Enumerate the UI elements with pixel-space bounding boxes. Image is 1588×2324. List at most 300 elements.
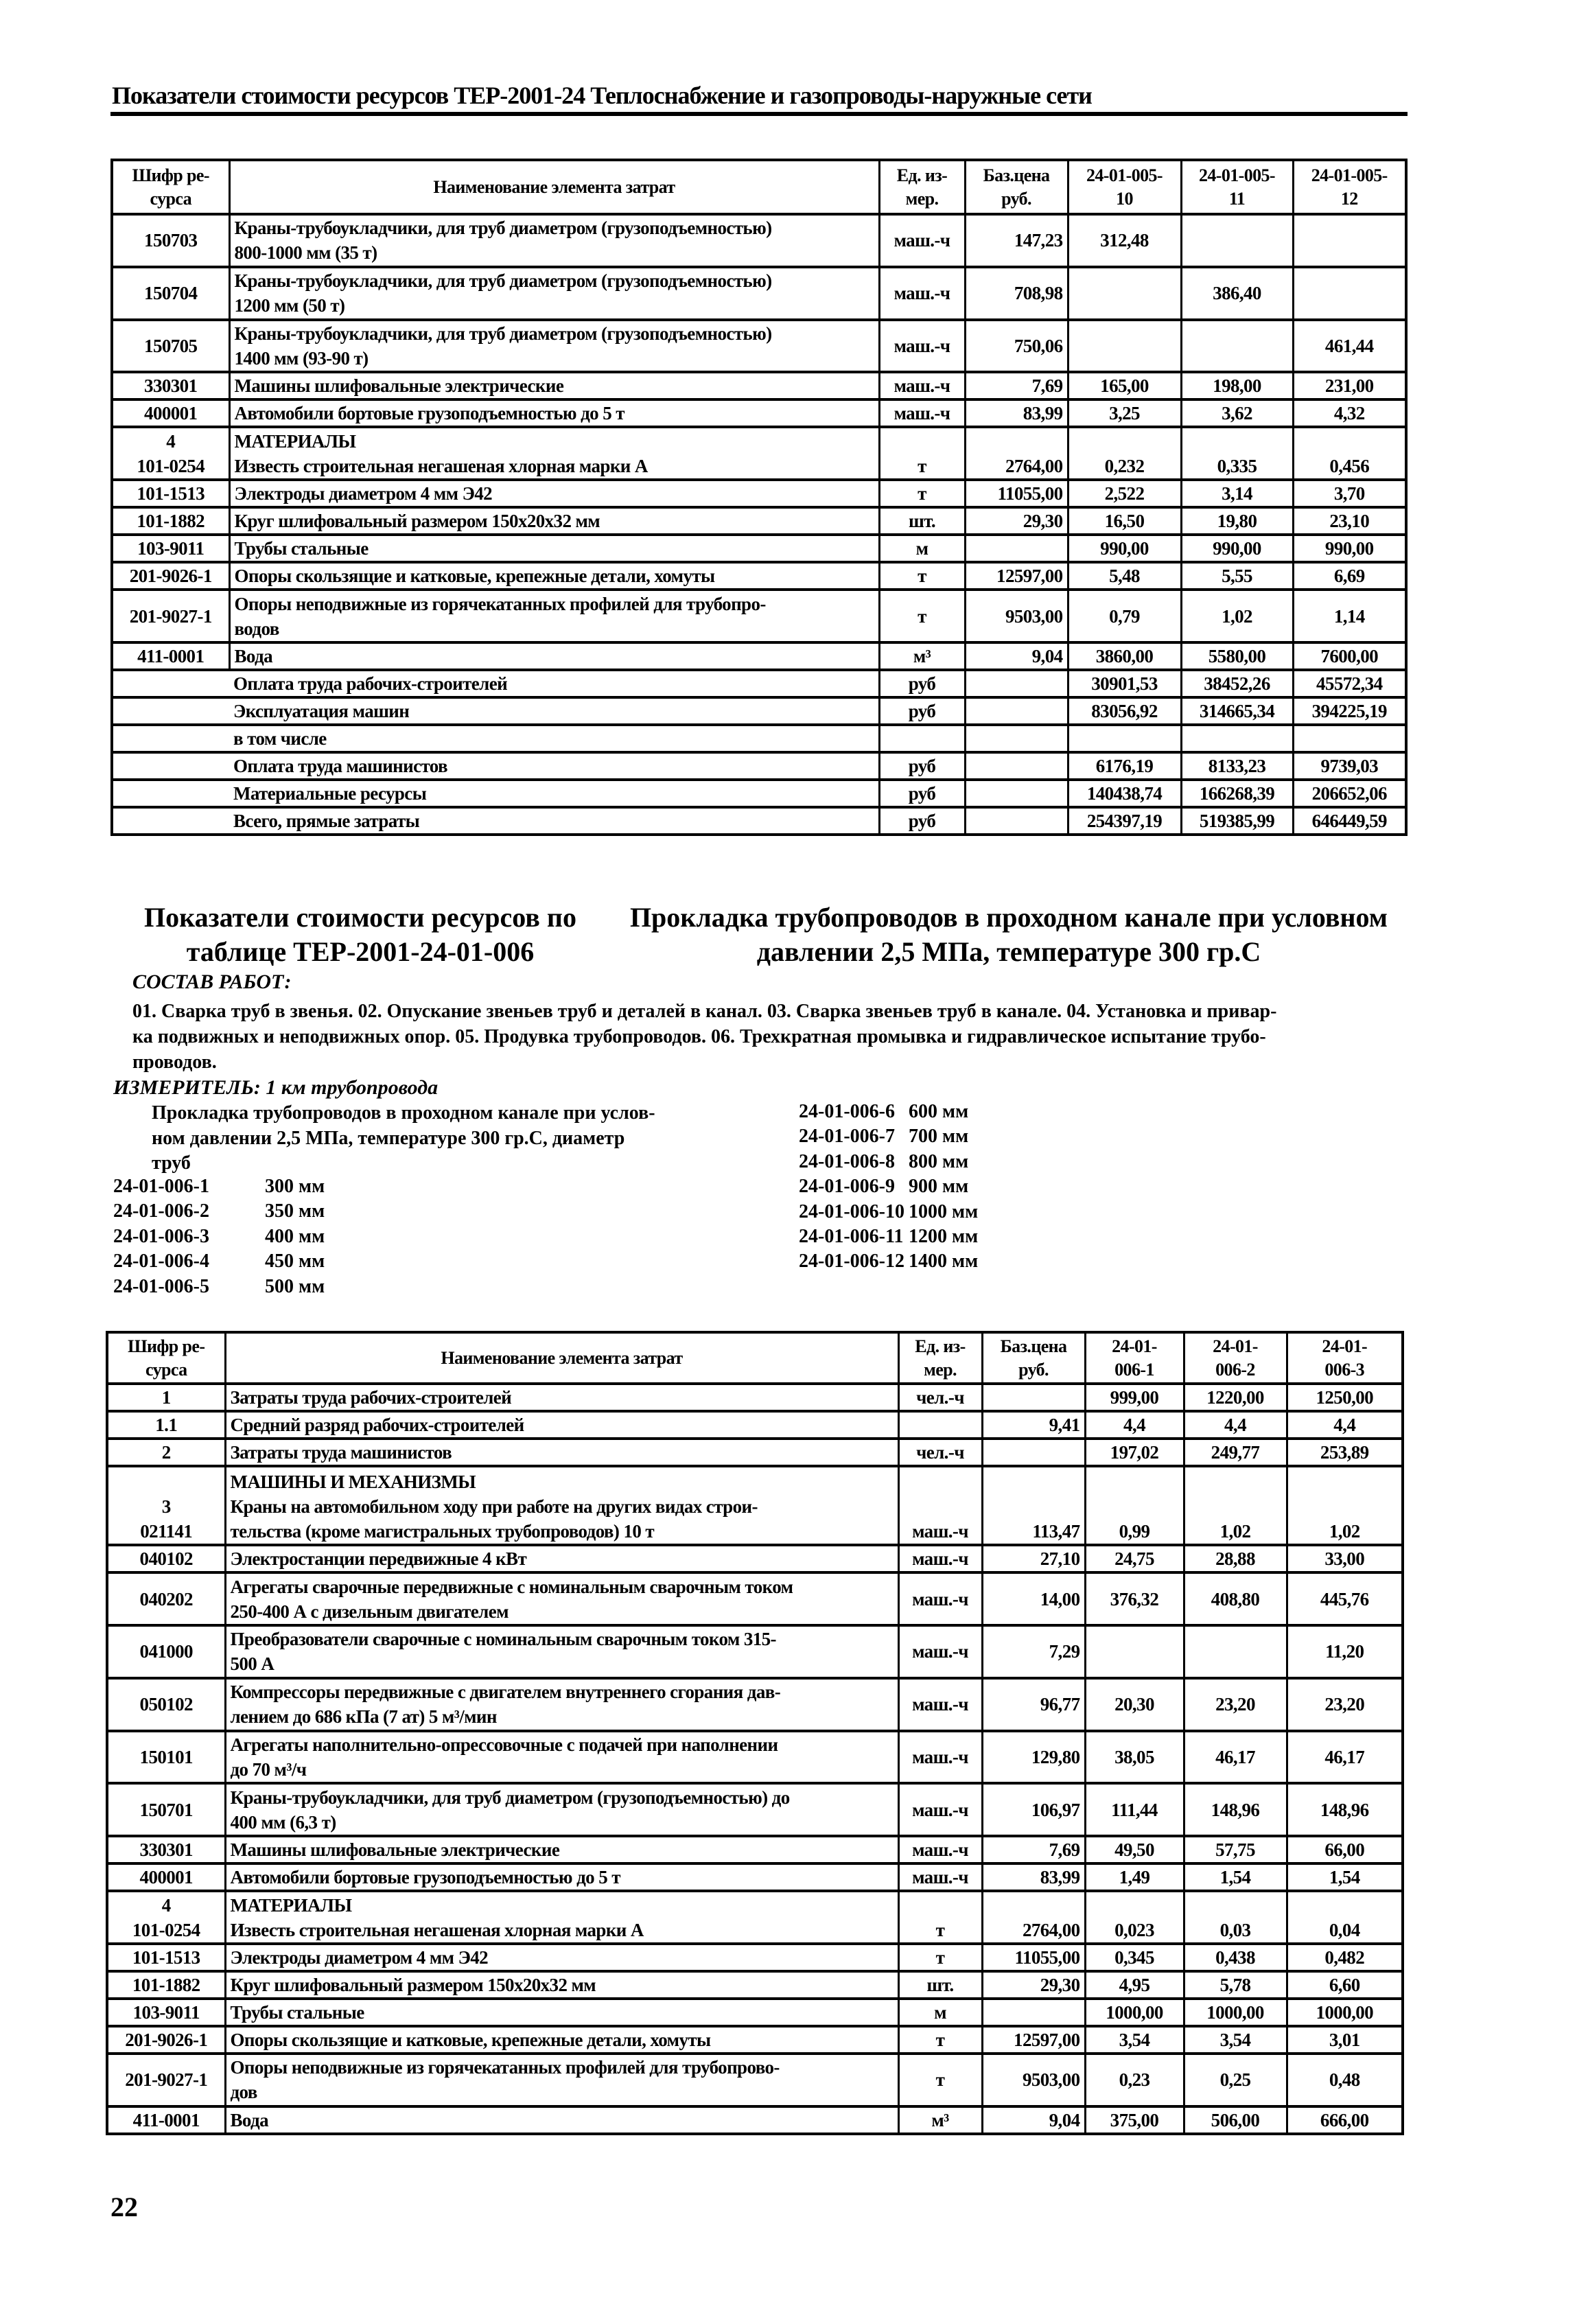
- base-price: 83,99: [982, 1863, 1085, 1891]
- norm-value: 8133,23: [1181, 752, 1293, 780]
- unit: м: [898, 1999, 982, 2026]
- norm-value: 19,80: [1181, 507, 1293, 535]
- base-price: 9503,00: [965, 590, 1068, 642]
- unit: маш.-ч: [898, 1783, 982, 1836]
- norm-value: 376,32: [1085, 1572, 1184, 1625]
- base-price: [965, 780, 1068, 807]
- item-name: Опоры скользящие и катковые, крепежные детали, хомуты: [229, 562, 879, 590]
- norm-value: 140438,74: [1068, 780, 1181, 807]
- norm-value: 198,00: [1181, 372, 1293, 399]
- item-name: Преобразователи сварочные с номинальным сварочным током 315- 500 А: [225, 1625, 898, 1678]
- base-price: 9,41: [982, 1411, 1085, 1439]
- column-header: Ед. из- мер.: [879, 160, 965, 214]
- norm-code: 24-01-006-8: [799, 1150, 895, 1172]
- norm-value: 1,14: [1293, 590, 1406, 642]
- base-price: 7,29: [982, 1625, 1085, 1678]
- item-name: Агрегаты сварочные передвижные с номинальным сварочным током 250-400 А с дизельным двигателем: [225, 1572, 898, 1625]
- empty-code-cell: [112, 780, 229, 807]
- norm-value: 5580,00: [1181, 642, 1293, 670]
- norm-value: 1,54: [1287, 1863, 1403, 1891]
- summary-row: [112, 670, 1406, 697]
- item-name: Электроды диаметром 4 мм Э42: [225, 1944, 898, 1971]
- norm-value: 28,88: [1184, 1545, 1287, 1572]
- table-row: [107, 1625, 1403, 1678]
- norm-value: 254397,19: [1068, 807, 1181, 835]
- norm-code: 24-01-006-10: [799, 1200, 904, 1222]
- empty-code-cell: [112, 807, 229, 835]
- item-name: Краны-трубоукладчики, для труб диаметром (грузоподъемностью) 1200 мм (50 т): [229, 267, 879, 320]
- resource-code: 201-9027-1: [107, 2054, 225, 2106]
- base-price: 9503,00: [982, 2054, 1085, 2106]
- summary-row: [112, 752, 1406, 780]
- unit: м³: [879, 642, 965, 670]
- item-name: Оплата труда рабочих-строителей: [229, 670, 879, 697]
- norm-value: 990,00: [1068, 535, 1181, 562]
- norm-value: 0,48: [1287, 2054, 1403, 2106]
- base-price: 750,06: [965, 320, 1068, 373]
- norm-code: 24-01-006-9: [799, 1176, 895, 1198]
- norm-value: 1,02: [1181, 590, 1293, 642]
- norm-value: 4,95: [1085, 1971, 1184, 1999]
- resource-code: 150705: [112, 320, 229, 373]
- base-price: 2764,00: [965, 427, 1068, 480]
- section-number: 3: [161, 1496, 171, 1518]
- norm-value: 0,023: [1085, 1891, 1184, 1944]
- resource-code-cell: [107, 1891, 225, 1944]
- table-row: [112, 399, 1406, 427]
- resource-code: 330301: [112, 372, 229, 399]
- norm-code: 24-01-006-5: [113, 1275, 209, 1297]
- base-price: 9,04: [965, 642, 1068, 670]
- norm-value: 1250,00: [1287, 1384, 1403, 1411]
- unit: т: [879, 590, 965, 642]
- table-row: [107, 1971, 1403, 1999]
- item-name: Краны на автомобильном ходу при работе на других видах строи- тельства (кроме магистральных трубопроводов) 10 т: [230, 1496, 758, 1542]
- resource-code: 1: [107, 1384, 225, 1411]
- unit: маш.-ч: [879, 214, 965, 267]
- norm-value: 6176,19: [1068, 752, 1181, 780]
- norm-value: 666,00: [1287, 2106, 1403, 2134]
- pipe-diameter: 1200 мм: [909, 1226, 979, 1247]
- unit: [879, 725, 965, 752]
- norm-value: 0,345: [1085, 1944, 1184, 1971]
- norm-value: 0,482: [1287, 1944, 1403, 1971]
- unit: маш.-ч: [898, 1466, 982, 1545]
- norm-value: [1068, 725, 1181, 752]
- unit: маш.-ч: [898, 1625, 982, 1678]
- unit: руб: [879, 807, 965, 835]
- norm-value: 23,20: [1287, 1678, 1403, 1731]
- norm-value: 314665,34: [1181, 697, 1293, 725]
- norm-code: 24-01-006-11: [799, 1226, 904, 1247]
- resource-code: 150703: [112, 214, 229, 267]
- item-name: Затраты труда рабочих-строителей: [225, 1384, 898, 1411]
- item-name: Электростанции передвижные 4 кВт: [225, 1545, 898, 1572]
- norm-value: [1181, 725, 1293, 752]
- norm-value: 1,54: [1184, 1863, 1287, 1891]
- unit: т: [898, 1891, 982, 1944]
- unit: шт.: [879, 507, 965, 535]
- section-title-left: Показатели стоимости ресурсов по таблице ТЕР-2001-24-01-006: [144, 902, 576, 967]
- item-name: Опоры неподвижные из горячекатанных профилей для трубопрово- дов: [225, 2054, 898, 2106]
- table-row: [107, 1863, 1403, 1891]
- norm-value: 1000,00: [1184, 1999, 1287, 2026]
- pipe-diameter: 1000 мм: [909, 1200, 979, 1222]
- base-price: [965, 807, 1068, 835]
- unit: маш.-ч: [898, 1863, 982, 1891]
- norm-value: 197,02: [1085, 1439, 1184, 1466]
- base-price: 14,00: [982, 1572, 1085, 1625]
- unit: т: [879, 562, 965, 590]
- norm-code: 24-01-006-4: [113, 1251, 209, 1273]
- norm-value: 111,44: [1085, 1783, 1184, 1836]
- summary-row: [112, 807, 1406, 835]
- table-row: [107, 1545, 1403, 1572]
- pipe-diameter: 500 мм: [265, 1275, 325, 1297]
- unit: маш.-ч: [898, 1678, 982, 1731]
- pipe-diameter: 350 мм: [265, 1200, 325, 1222]
- norm-value: 4,4: [1184, 1411, 1287, 1439]
- norm-value: 231,00: [1293, 372, 1406, 399]
- table-row: [107, 1384, 1403, 1411]
- norm-value: 23,10: [1293, 507, 1406, 535]
- item-name-cell: [229, 427, 879, 480]
- resource-code: 041000: [107, 1625, 225, 1678]
- table-header-row: [112, 160, 1406, 214]
- norm-value: 5,48: [1068, 562, 1181, 590]
- norm-value: 0,335: [1181, 427, 1293, 480]
- norm-value: 49,50: [1085, 1836, 1184, 1863]
- item-name: Всего, прямые затраты: [229, 807, 879, 835]
- measure-label: ИЗМЕРИТЕЛЬ: 1 км трубопровода: [113, 1076, 439, 1099]
- unit: м: [879, 535, 965, 562]
- norm-value: 30901,53: [1068, 670, 1181, 697]
- item-name: Краны-трубоукладчики, для труб диаметром (грузоподъемностью) 800-1000 мм (35 т): [229, 214, 879, 267]
- resource-code: 040202: [107, 1572, 225, 1625]
- norm-value: 3,54: [1085, 2026, 1184, 2054]
- resource-code: 150701: [107, 1783, 225, 1836]
- table-row: [112, 320, 1406, 373]
- norm-value: [1293, 267, 1406, 320]
- pipe-diameter: 800 мм: [909, 1150, 969, 1172]
- column-header: 24-01- 006-3: [1287, 1332, 1403, 1384]
- item-name-cell: [225, 1466, 898, 1545]
- norm-value: 9739,03: [1293, 752, 1406, 780]
- item-name-cell: [225, 1891, 898, 1944]
- norm-value: 1,02: [1287, 1466, 1403, 1545]
- norm-value: [1068, 320, 1181, 373]
- unit: т: [898, 2026, 982, 2054]
- unit: маш.-ч: [898, 1836, 982, 1863]
- works-description: 01. Сварка труб в звенья. 02. Опускание звеньев труб и деталей в канал. 03. Сварка звеньев труб в канале. 04. Установка и привар- ка подвижных и неподвижных опор. 05. Продувка трубопроводов. 06. Трехкратная промывка и гидравлическое испытание трубо- проводов.: [132, 1001, 1277, 1073]
- unit: руб: [879, 697, 965, 725]
- norm-value: 1000,00: [1287, 1999, 1403, 2026]
- norm-value: 0,99: [1085, 1466, 1184, 1545]
- norm-value: 0,232: [1068, 427, 1181, 480]
- column-header: 24-01-005- 12: [1293, 160, 1406, 214]
- norm-value: 7600,00: [1293, 642, 1406, 670]
- norm-value: 445,76: [1287, 1572, 1403, 1625]
- norm-value: 3,14: [1181, 480, 1293, 507]
- base-price: [965, 535, 1068, 562]
- base-price: 147,23: [965, 214, 1068, 267]
- norm-value: 6,69: [1293, 562, 1406, 590]
- norm-code: 24-01-006-2: [113, 1200, 209, 1222]
- base-price: 9,04: [982, 2106, 1085, 2134]
- norm-code: 24-01-006-3: [113, 1225, 209, 1247]
- norm-value: 999,00: [1085, 1384, 1184, 1411]
- pipe-diameter: 700 мм: [909, 1126, 969, 1148]
- norm-code: 24-01-006-1: [113, 1176, 209, 1197]
- table-row: [112, 642, 1406, 670]
- column-header: Баз.цена руб.: [982, 1332, 1085, 1384]
- table-header-row: [107, 1332, 1403, 1384]
- summary-row: [112, 725, 1406, 752]
- norm-value: [1293, 725, 1406, 752]
- table-row: [112, 562, 1406, 590]
- item-name: Затраты труда машинистов: [225, 1439, 898, 1466]
- base-price: 27,10: [982, 1545, 1085, 1572]
- running-title: Показатели стоимости ресурсов ТЕР-2001-24 Теплоснабжение и газопроводы-наружные сети: [112, 82, 1092, 109]
- item-name: Круг шлифовальный размером 150х20х32 мм: [229, 507, 879, 535]
- table-row: [112, 480, 1406, 507]
- pipe-diameter: 300 мм: [265, 1176, 325, 1197]
- unit: т: [898, 2054, 982, 2106]
- resource-code: 021141: [140, 1521, 193, 1542]
- resource-code: 101-1882: [112, 507, 229, 535]
- unit: маш.-ч: [898, 1731, 982, 1784]
- norm-value: 33,00: [1287, 1545, 1403, 1572]
- base-price: 83,99: [965, 399, 1068, 427]
- item-name: в том числе: [229, 725, 879, 752]
- norm-value: 24,75: [1085, 1545, 1184, 1572]
- unit: чел.-ч: [898, 1439, 982, 1466]
- header-rule: [110, 112, 1408, 116]
- norm-value: 148,96: [1287, 1783, 1403, 1836]
- table-row: [112, 267, 1406, 320]
- measure-description: Прокладка трубопроводов в проходном канале при услов- ном давлении 2,5 МПа, температуре 300 гр.С, диаметр труб: [152, 1102, 655, 1174]
- resource-code: 101-1513: [107, 1944, 225, 1971]
- empty-code-cell: [112, 725, 229, 752]
- norm-value: 0,438: [1184, 1944, 1287, 1971]
- resource-code: 411-0001: [107, 2106, 225, 2134]
- unit: маш.-ч: [879, 372, 965, 399]
- base-price: [965, 752, 1068, 780]
- norm-value: [1184, 1625, 1287, 1678]
- unit: т: [879, 427, 965, 480]
- norm-value: 1,02: [1184, 1466, 1287, 1545]
- norm-value: 646449,59: [1293, 807, 1406, 835]
- resource-code: 201-9026-1: [112, 562, 229, 590]
- section-name: МАШИНЫ И МЕХАНИЗМЫ: [230, 1472, 476, 1493]
- norm-value: 1000,00: [1085, 1999, 1184, 2026]
- unit: маш.-ч: [898, 1545, 982, 1572]
- norm-value: 0,25: [1184, 2054, 1287, 2106]
- unit: чел.-ч: [898, 1384, 982, 1411]
- resource-code: 400001: [107, 1863, 225, 1891]
- norm-value: 3,01: [1287, 2026, 1403, 2054]
- norm-value: 4,32: [1293, 399, 1406, 427]
- item-name: Вода: [229, 642, 879, 670]
- table-row: [107, 1999, 1403, 2026]
- base-price: 7,69: [982, 1836, 1085, 1863]
- norm-value: 519385,99: [1181, 807, 1293, 835]
- norm-value: 3,54: [1184, 2026, 1287, 2054]
- item-name: Трубы стальные: [229, 535, 879, 562]
- norm-value: 249,77: [1184, 1439, 1287, 1466]
- summary-row: [112, 780, 1406, 807]
- norm-value: 408,80: [1184, 1572, 1287, 1625]
- resource-code: 2: [107, 1439, 225, 1466]
- norm-code: 24-01-006-7: [799, 1126, 895, 1148]
- norm-value: 206652,06: [1293, 780, 1406, 807]
- norm-value: 23,20: [1184, 1678, 1287, 1731]
- norm-code: 24-01-006-6: [799, 1101, 895, 1122]
- item-name: Эксплуатация машин: [229, 697, 879, 725]
- resource-cost-table-006: [106, 1331, 1404, 2135]
- norm-value: 375,00: [1085, 2106, 1184, 2134]
- base-price: [965, 670, 1068, 697]
- resource-code-cell: [107, 1466, 225, 1545]
- norm-value: 1,49: [1085, 1863, 1184, 1891]
- column-header: Баз.цена руб.: [965, 160, 1068, 214]
- norm-value: 83056,92: [1068, 697, 1181, 725]
- pipe-diameter: 900 мм: [909, 1176, 969, 1198]
- base-price: 708,98: [965, 267, 1068, 320]
- resource-code: 101-0254: [132, 1919, 200, 1940]
- base-price: [965, 725, 1068, 752]
- table-row: [107, 1944, 1403, 1971]
- section-title-right: Прокладка трубопроводов в проходном канале при условном давлении 2,5 МПа, температуре 300 гр.С: [629, 902, 1388, 967]
- table-row: [107, 2054, 1403, 2106]
- norm-value: 0,79: [1068, 590, 1181, 642]
- base-price: 129,80: [982, 1731, 1085, 1784]
- summary-row: [112, 697, 1406, 725]
- norm-value: 3,25: [1068, 399, 1181, 427]
- norm-value: 0,03: [1184, 1891, 1287, 1944]
- norm-value: 3,62: [1181, 399, 1293, 427]
- base-price: 7,69: [965, 372, 1068, 399]
- pipe-diameter: 1400 мм: [909, 1251, 979, 1273]
- norm-value: 5,55: [1181, 562, 1293, 590]
- table-row: [107, 1572, 1403, 1625]
- norm-value: [1181, 214, 1293, 267]
- resource-code: 201-9026-1: [107, 2026, 225, 2054]
- item-name: Электроды диаметром 4 мм Э42: [229, 480, 879, 507]
- norm-value: 2,522: [1068, 480, 1181, 507]
- resource-code: 040102: [107, 1545, 225, 1572]
- norm-value: 57,75: [1184, 1836, 1287, 1863]
- resource-code: 101-0254: [137, 456, 205, 477]
- item-name: Опоры скользящие и катковые, крепежные детали, хомуты: [225, 2026, 898, 2054]
- section-row: [107, 1891, 1403, 1944]
- table-row: [112, 535, 1406, 562]
- base-price: 11055,00: [982, 1944, 1085, 1971]
- item-name: Средний разряд рабочих-строителей: [225, 1411, 898, 1439]
- unit: [898, 1411, 982, 1439]
- unit: шт.: [898, 1971, 982, 1999]
- base-price: 29,30: [965, 507, 1068, 535]
- section-name: МАТЕРИАЛЫ: [230, 1894, 352, 1916]
- norm-value: 461,44: [1293, 320, 1406, 373]
- section-number: 4: [161, 1894, 171, 1916]
- resource-code: 101-1513: [112, 480, 229, 507]
- resource-code: 150101: [107, 1731, 225, 1784]
- norm-value: 38452,26: [1181, 670, 1293, 697]
- resource-code-cell: [112, 427, 229, 480]
- table-row: [107, 1439, 1403, 1466]
- item-name: Компрессоры передвижные с двигателем внутреннего сгорания дав- лением до 686 кПа (7 ат) 5 м³/мин: [225, 1678, 898, 1731]
- unit: т: [879, 480, 965, 507]
- norm-value: 166268,39: [1181, 780, 1293, 807]
- norm-value: 5,78: [1184, 1971, 1287, 1999]
- norm-value: 506,00: [1184, 2106, 1287, 2134]
- base-price: [982, 1439, 1085, 1466]
- table-row: [112, 507, 1406, 535]
- table-row: [107, 1731, 1403, 1784]
- norm-value: 0,23: [1085, 2054, 1184, 2106]
- base-price: 2764,00: [982, 1891, 1085, 1944]
- norm-value: 11,20: [1287, 1625, 1403, 1678]
- item-name: Агрегаты наполнительно-опрессовочные с подачей при наполнении до 70 м³/ч: [225, 1731, 898, 1784]
- norm-value: 165,00: [1068, 372, 1181, 399]
- section-name: МАТЕРИАЛЫ: [234, 431, 356, 452]
- resource-cost-table-005: [110, 159, 1408, 836]
- table-row: [107, 1783, 1403, 1836]
- table-row: [112, 590, 1406, 642]
- norm-value: 6,60: [1287, 1971, 1403, 1999]
- item-name: Краны-трубоукладчики, для труб диаметром (грузоподъемностью) 1400 мм (93-90 т): [229, 320, 879, 373]
- item-name: Оплата труда машинистов: [229, 752, 879, 780]
- resource-code: 400001: [112, 399, 229, 427]
- unit: маш.-ч: [898, 1572, 982, 1625]
- page-number: 22: [110, 2192, 138, 2222]
- norm-value: 1220,00: [1184, 1384, 1287, 1411]
- base-price: [982, 1999, 1085, 2026]
- norm-value: 0,04: [1287, 1891, 1403, 1944]
- norm-value: 312,48: [1068, 214, 1181, 267]
- norm-value: 3860,00: [1068, 642, 1181, 670]
- table-row: [107, 2106, 1403, 2134]
- empty-code-cell: [112, 697, 229, 725]
- pipe-diameter: 400 мм: [265, 1225, 325, 1247]
- unit: руб: [879, 670, 965, 697]
- item-name: Известь строительная негашеная хлорная марки А: [230, 1919, 644, 1940]
- norm-value: 990,00: [1293, 535, 1406, 562]
- column-header: Шифр ре- сурса: [112, 160, 229, 214]
- norm-value: 386,40: [1181, 267, 1293, 320]
- norm-value: 16,50: [1068, 507, 1181, 535]
- base-price: 11055,00: [965, 480, 1068, 507]
- resource-code: 411-0001: [112, 642, 229, 670]
- section-row: [107, 1466, 1403, 1545]
- works-label: СОСТАВ РАБОТ:: [132, 971, 292, 993]
- empty-code-cell: [112, 752, 229, 780]
- norm-value: [1068, 267, 1181, 320]
- norm-value: 46,17: [1287, 1731, 1403, 1784]
- column-header: 24-01-005- 11: [1181, 160, 1293, 214]
- base-price: [982, 1384, 1085, 1411]
- norm-value: 20,30: [1085, 1678, 1184, 1731]
- column-header: 24-01- 006-1: [1085, 1332, 1184, 1384]
- column-header: Шифр ре- сурса: [107, 1332, 225, 1384]
- item-name: Круг шлифовальный размером 150х20х32 мм: [225, 1971, 898, 1999]
- column-header: 24-01- 006-2: [1184, 1332, 1287, 1384]
- base-price: [965, 697, 1068, 725]
- norm-value: 148,96: [1184, 1783, 1287, 1836]
- unit: маш.-ч: [879, 267, 965, 320]
- base-price: 106,97: [982, 1783, 1085, 1836]
